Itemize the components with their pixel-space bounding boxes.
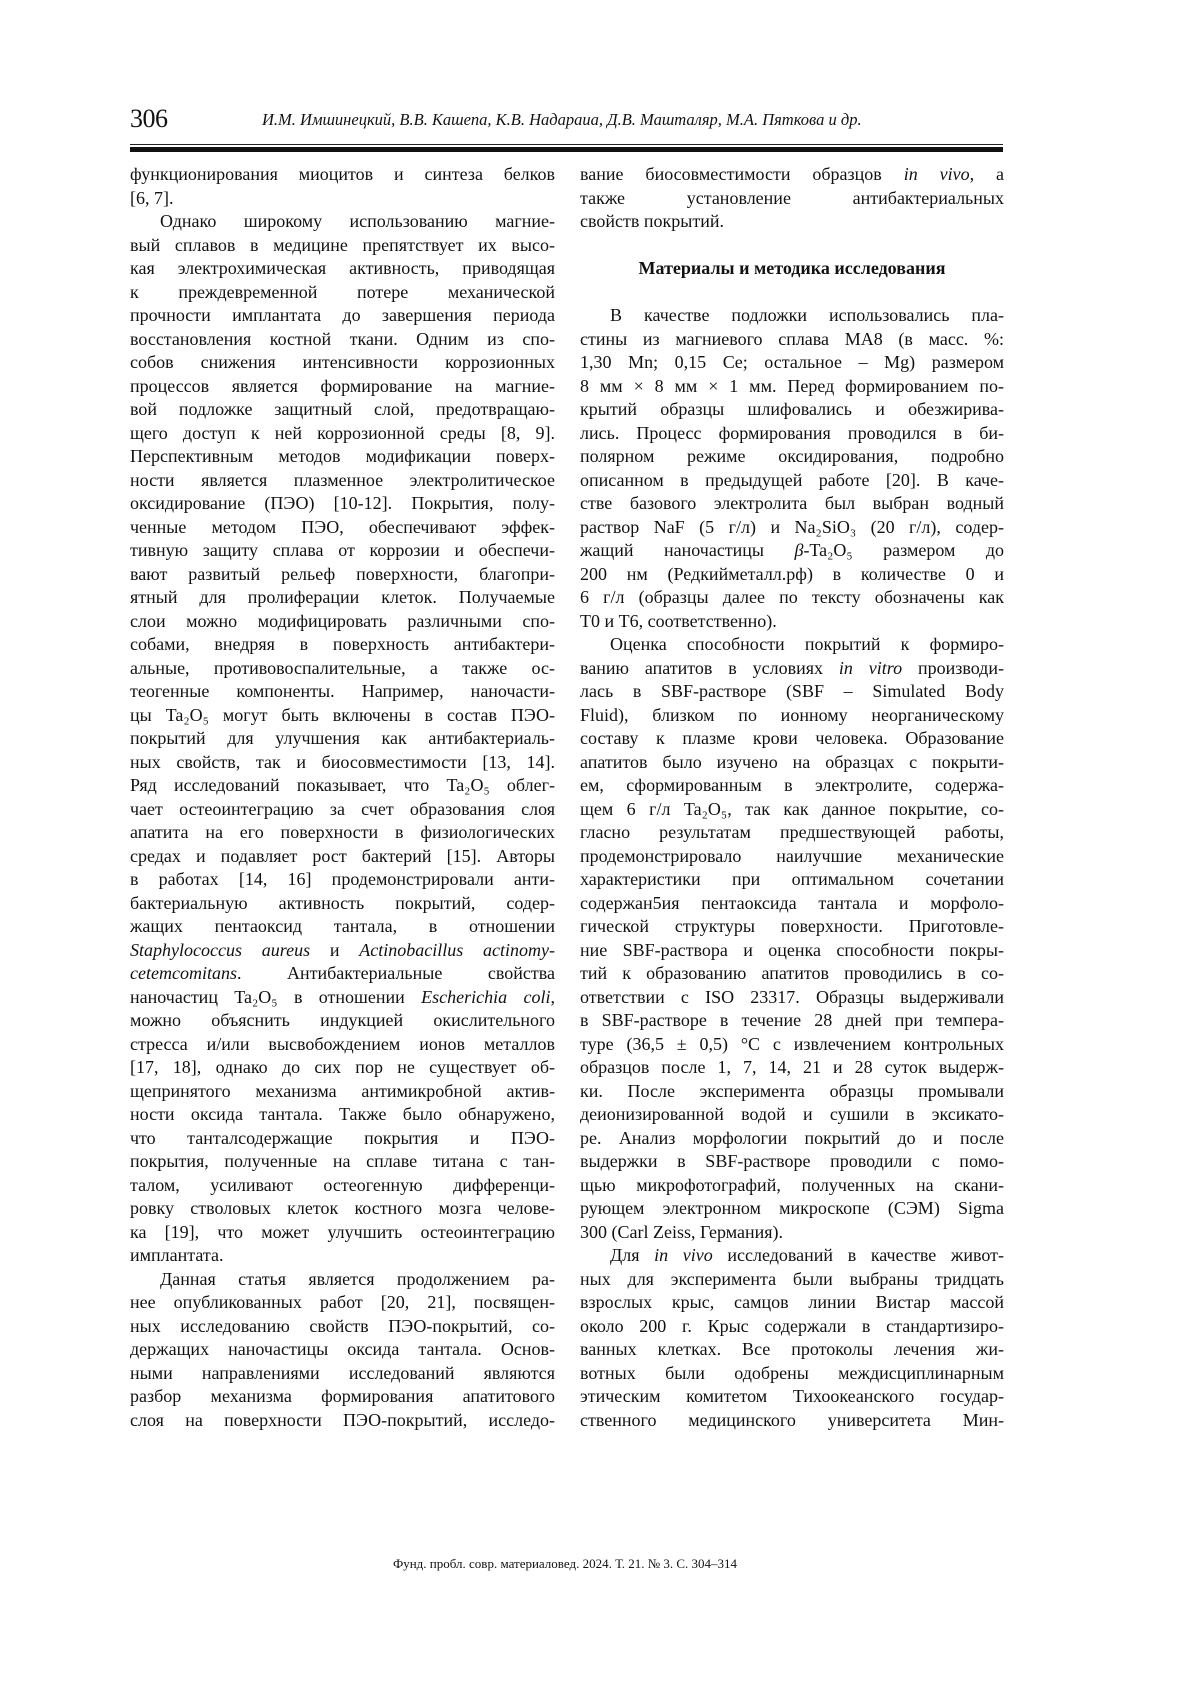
text-line: [580, 821, 1004, 845]
text-segment: щем 6 г/л Ta₂O₅, так как данное покрытие, со-: [580, 799, 1004, 819]
text-line: [130, 1385, 555, 1409]
text-segment: 8 мм × 8 мм × 1 мм. Перед формированием по-: [580, 376, 1004, 396]
text-segment: Ряд исследований показывает, что Ta₂O₅ облег-: [130, 775, 555, 795]
text-line: [130, 774, 555, 798]
text-line: [580, 539, 1004, 563]
text-line: [130, 351, 555, 375]
text-line: [130, 1150, 555, 1174]
text-line: [580, 492, 1004, 516]
text-segment: ности является плазменное электролитическое: [130, 470, 555, 490]
text-segment: ,: [551, 987, 556, 1007]
running-header-authors: И.М. Имшинецкий, В.В. Кашепа, К.В. Надараиа, Д.В. Машталяр, М.А. Пяткова и др.: [262, 110, 862, 130]
footer-citation: Фунд. пробл. совр. материаловед. 2024. Т. 21. № 3. С. 304–314: [393, 1556, 737, 1571]
text-segment: тий к образованию апатитов проводились в со-: [580, 963, 1004, 983]
text-segment: свойств покрытий.: [580, 211, 724, 231]
text-line: [580, 845, 1004, 869]
italic-segment: cetemcomitans: [130, 963, 237, 983]
text-segment: ных для эксперимента были выбраны тридцать: [580, 1269, 1004, 1289]
text-segment: 6 г/л (образцы далее по тексту обозначены как: [580, 587, 1004, 607]
text-segment: стве базового электролита был выбран водный: [580, 493, 1004, 513]
text-line: [580, 1033, 1004, 1057]
text-line: [580, 234, 1004, 258]
text-segment: процессов является формирование на магние-: [130, 376, 555, 396]
text-line: [130, 1033, 555, 1057]
text-line: [580, 516, 1004, 540]
text-segment: . Антибактериальные свойства: [237, 963, 555, 983]
text-segment: содержан5ия пентаоксида тантала и морфоло-: [580, 893, 1004, 913]
text-line: [130, 469, 555, 493]
text-line: [130, 680, 555, 704]
text-segment: можно объяснить индукцией окислительного: [130, 1010, 555, 1030]
text-segment: В качестве подложки использовались пла-: [610, 305, 1004, 325]
text-segment: ных исследованию свойств ПЭО-покрытий, со-: [130, 1316, 555, 1336]
text-segment: альные, противовоспалительные, а также ос-: [130, 658, 555, 678]
text-line: [580, 1150, 1004, 1174]
text-segment: взрослых крыс, самцов линии Вистар массой: [580, 1292, 1004, 1312]
text-segment: покрытия, полученные на сплаве титана с тан-: [130, 1151, 555, 1171]
text-segment: талом, усиливают остеогенную дифференци-: [130, 1175, 555, 1195]
italic-segment: Actinobacillus actinomy-: [359, 940, 555, 960]
text-segment: лась в SBF-растворе (SBF – Simulated Body: [580, 681, 1004, 701]
text-line: [130, 727, 555, 751]
text-line: [130, 1409, 555, 1433]
text-line: [130, 1362, 555, 1386]
text-segment: прочности имплантата до завершения периода: [130, 305, 555, 325]
text-segment: Данная статья является продолжением ра-: [160, 1269, 555, 1289]
text-segment: около 200 г. Крыс содержали в стандартизиро-: [580, 1316, 1004, 1336]
text-line: [580, 1409, 1004, 1433]
text-line: [130, 986, 555, 1010]
text-line: [580, 962, 1004, 986]
text-line: [580, 304, 1004, 328]
text-line: [130, 257, 555, 281]
text-segment: составу к плазме крови человека. Образование: [580, 728, 1004, 748]
text-segment: туре (36,5 ± 0,5) °C с извлечением контрольных: [580, 1034, 1004, 1054]
text-line: [130, 751, 555, 775]
text-segment: собами, внедряя в поверхность антибактери-: [130, 634, 555, 654]
text-segment: 300 (Carl Zeiss, Германия).: [580, 1222, 783, 1242]
right-column: [580, 163, 1004, 1432]
text-segment: гласно результатам предшествующей работы,: [580, 822, 1004, 842]
text-segment: слоя на поверхности ПЭО-покрытий, исследо-: [130, 1410, 555, 1430]
text-line: [580, 610, 1004, 634]
text-line: [130, 1244, 555, 1268]
text-segment: вой подложке защитный слой, предотвращаю-: [130, 399, 555, 419]
italic-segment: in vivo: [654, 1245, 713, 1265]
text-segment: 1,30 Mn; 0,15 Ce; остальное – Mg) размером: [580, 352, 1004, 372]
text-line: [130, 845, 555, 869]
text-segment: описанном в предыдущей работе [20]. В каче-: [580, 470, 1004, 490]
text-segment: щего доступ к ней коррозионной среды [8, 9].: [130, 423, 555, 443]
text-segment: ными направлениями исследований являются: [130, 1363, 555, 1383]
text-segment: разбор механизма формирования апатитового: [130, 1386, 555, 1406]
text-line: [130, 328, 555, 352]
text-line: [580, 633, 1004, 657]
text-line: [130, 1056, 555, 1080]
text-line: [130, 1197, 555, 1221]
text-line: [130, 1103, 555, 1127]
text-line: [130, 821, 555, 845]
text-line: [130, 915, 555, 939]
text-line: [580, 328, 1004, 352]
footer: [0, 1556, 1200, 1572]
text-line: [580, 680, 1004, 704]
text-segment: крытий образцы шлифовались и обезжирива-: [580, 399, 1004, 419]
text-segment: раствор NaF (5 г/л) и Na₂SiO₃ (20 г/л), содер-: [580, 517, 1004, 537]
text-segment: Перспективным методов модификации поверх-: [130, 446, 555, 466]
text-line: [580, 586, 1004, 610]
text-segment: этическим комитетом Тихоокеанского государ-: [580, 1386, 1004, 1406]
text-segment: Материалы и методика исследования: [639, 258, 946, 278]
text-segment: щью микрофотографий, полученных на скани-: [580, 1175, 1004, 1195]
text-segment: деионизированной водой и сушили в эксикато-: [580, 1104, 1004, 1124]
text-line: [580, 1127, 1004, 1151]
text-segment: жащих пентаоксид тантала, в отношении: [130, 916, 555, 936]
text-line: [130, 281, 555, 305]
text-segment: кая электрохимическая активность, приводящая: [130, 258, 555, 278]
header-rule-thin: [130, 144, 1003, 145]
text-line: [130, 1268, 555, 1292]
text-segment: рующем электронном микроскопе (СЭМ) Sigma: [580, 1198, 1004, 1218]
text-segment: стресса и/или высвобождением ионов металлов: [130, 1034, 555, 1054]
left-column: [130, 163, 555, 1432]
text-segment: нее опубликованных работ [20, 21], посвящен-: [130, 1292, 555, 1312]
text-segment: в работах [14, 16] продемонстрировали анти-: [130, 869, 555, 889]
text-line: [580, 1174, 1004, 1198]
text-segment: и: [310, 940, 359, 960]
text-segment: ванию апатитов в условиях: [580, 658, 839, 678]
text-line: [580, 1291, 1004, 1315]
text-line: [130, 586, 555, 610]
text-line: [130, 868, 555, 892]
text-line: [580, 727, 1004, 751]
text-line: [580, 445, 1004, 469]
text-segment: апатитов было изучено на образцах с покрыти-: [580, 752, 1004, 772]
text-line: [130, 234, 555, 258]
text-segment: жащий наночастицы: [580, 540, 794, 560]
text-segment: бактериальную активность покрытий, содер-: [130, 893, 555, 913]
text-line: [580, 1221, 1004, 1245]
text-line: [130, 1009, 555, 1033]
text-segment: ние SBF-раствора и оценка способности покры-: [580, 940, 1004, 960]
text-segment: к преждевременной потере механической: [130, 282, 555, 302]
text-line: [580, 1103, 1004, 1127]
text-segment: Оценка способности покрытий к формиро-: [610, 634, 1004, 654]
text-line: [580, 187, 1004, 211]
text-line: [130, 187, 555, 211]
text-line: [130, 1080, 555, 1104]
text-segment: [17, 18], однако до сих пор не существует об-: [130, 1057, 555, 1077]
text-segment: средах и подавляет рост бактерий [15]. Авторы: [130, 846, 555, 866]
text-line: [130, 422, 555, 446]
text-segment: -Ta₂O₅ размером до: [803, 540, 1004, 560]
text-line: [580, 704, 1004, 728]
text-segment: что танталсодержащие покрытия и ПЭО-: [130, 1128, 555, 1148]
text-line: [130, 798, 555, 822]
text-segment: ка [19], что может улучшить остеоинтеграцию: [130, 1222, 555, 1242]
text-segment: лись. Процесс формирования проводился в би-: [580, 423, 1004, 443]
text-segment: выдержки в SBF-растворе проводили с помо-: [580, 1151, 1004, 1171]
text-line: [580, 1244, 1004, 1268]
text-line: [130, 563, 555, 587]
text-segment: ности оксида тантала. Также было обнаружено,: [130, 1104, 555, 1124]
text-line: [580, 563, 1004, 587]
header-rule-thick: [130, 147, 1003, 152]
text-segment: Для: [610, 1245, 654, 1265]
text-line: [580, 281, 1004, 305]
text-line: [580, 657, 1004, 681]
text-line: [580, 375, 1004, 399]
text-segment: в SBF-растворе в течение 28 дней при темпера-: [580, 1010, 1004, 1030]
text-segment: ре. Анализ морфологии покрытий до и после: [580, 1128, 1004, 1148]
text-line: [580, 751, 1004, 775]
text-line: [580, 1197, 1004, 1221]
text-segment: , а: [970, 164, 1004, 184]
text-line: [130, 657, 555, 681]
text-segment: цы Ta₂O₅ могут быть включены в состав ПЭО-: [130, 705, 555, 725]
text-line: [580, 351, 1004, 375]
text-line: [580, 1009, 1004, 1033]
text-line: [580, 915, 1004, 939]
text-segment: T0 и T6, соответственно).: [580, 611, 777, 631]
text-line: [130, 445, 555, 469]
text-segment: наночастиц Ta₂O₅ в отношении: [130, 987, 421, 1007]
text-line: [130, 539, 555, 563]
text-segment: полярном режиме оксидирования, подробно: [580, 446, 1004, 466]
text-line: [580, 892, 1004, 916]
text-line: [580, 469, 1004, 493]
text-line: [130, 163, 555, 187]
text-segment: продемонстрировало наилучшие механические: [580, 846, 1004, 866]
text-segment: вают развитый рельеф поверхности, благопри-: [130, 564, 555, 584]
text-line: [580, 774, 1004, 798]
text-line: [580, 1268, 1004, 1292]
text-line: [130, 1221, 555, 1245]
text-segment: также установление антибактериальных: [580, 188, 1004, 208]
text-line: [130, 516, 555, 540]
text-line: [130, 1338, 555, 1362]
text-segment: Однако широкому использованию магние-: [160, 211, 555, 231]
italic-segment: in vivo: [904, 164, 970, 184]
text-line: [130, 210, 555, 234]
text-line: [130, 939, 555, 963]
text-segment: тивную защиту сплава от коррозии и обеспечи-: [130, 540, 555, 560]
text-segment: гической структуры поверхности. Приготовле-: [580, 916, 1004, 936]
text-line: [130, 892, 555, 916]
text-line: [580, 798, 1004, 822]
section-heading: [580, 257, 1004, 281]
text-segment: ки. После эксперимента образцы промывали: [580, 1081, 1004, 1101]
italic-segment: β: [794, 540, 803, 560]
text-line: [130, 610, 555, 634]
text-segment: ем, сформированным в электролите, содержа-: [580, 775, 1004, 795]
text-line: [130, 398, 555, 422]
text-segment: 200 нм (Редкийметалл.рф) в количестве 0 и: [580, 564, 1004, 584]
text-line: [580, 1385, 1004, 1409]
text-segment: вание биосовместимости образцов: [580, 164, 904, 184]
text-line: [580, 210, 1004, 234]
text-line: [580, 1338, 1004, 1362]
text-segment: щепринятого механизма антимикробной актив-: [130, 1081, 555, 1101]
text-segment: ных свойств, так и биосовместимости [13, 14].: [130, 752, 555, 772]
text-line: [580, 1315, 1004, 1339]
text-segment: ятный для пролиферации клеток. Получаемые: [130, 587, 555, 607]
text-segment: теогенные компоненты. Например, наночасти-: [130, 681, 555, 701]
text-line: [130, 1127, 555, 1151]
text-segment: стины из магниевого сплава МА8 (в масс. %:: [580, 329, 1004, 349]
italic-segment: in vitro: [839, 658, 902, 678]
text-segment: оксидирование (ПЭО) [10-12]. Покрытия, полу-: [130, 493, 555, 513]
text-segment: покрытий для улучшения как антибактериаль-: [130, 728, 555, 748]
text-segment: образцов после 1, 7, 14, 21 и 28 суток выдерж-: [580, 1057, 1004, 1077]
text-segment: исследований в качестве живот-: [713, 1245, 1004, 1265]
text-segment: собов снижения интенсивности коррозионных: [130, 352, 555, 372]
text-line: [130, 492, 555, 516]
text-segment: чает остеоинтеграцию за счет образования слоя: [130, 799, 555, 819]
text-segment: ванных клетках. Все протоколы лечения жи-: [580, 1339, 1004, 1359]
text-segment: ровку стволовых клеток костного мозга челове-: [130, 1198, 555, 1218]
text-segment: апатита на его поверхности в физиологических: [130, 822, 555, 842]
text-line: [580, 163, 1004, 187]
text-segment: вый сплавов в медицине препятствует их высо-: [130, 235, 555, 255]
text-line: [580, 1056, 1004, 1080]
text-line: [580, 1080, 1004, 1104]
text-line: [580, 939, 1004, 963]
text-segment: производи-: [902, 658, 1004, 678]
text-line: [130, 704, 555, 728]
text-segment: вотных были одобрены междисциплинарным: [580, 1363, 1004, 1383]
text-segment: характеристики при оптимальном сочетании: [580, 869, 1004, 889]
text-line: [130, 1291, 555, 1315]
text-line: [580, 422, 1004, 446]
text-line: [130, 962, 555, 986]
text-line: [130, 375, 555, 399]
text-line: [580, 868, 1004, 892]
text-segment: функционирования миоцитов и синтеза белков: [130, 164, 555, 184]
text-line: [130, 633, 555, 657]
text-line: [130, 1174, 555, 1198]
text-segment: ственного медицинского университета Мин-: [580, 1410, 1004, 1430]
text-segment: Fluid), близком по ионному неорганическому: [580, 705, 1004, 725]
text-line: [130, 304, 555, 328]
italic-segment: Staphylococcus aureus: [130, 940, 310, 960]
text-segment: держащих наночастицы оксида тантала. Основ-: [130, 1339, 555, 1359]
text-segment: восстановления костной ткани. Одним из спо-: [130, 329, 555, 349]
text-segment: имплантата.: [130, 1245, 223, 1265]
text-line: [130, 1315, 555, 1339]
text-segment: [6, 7].: [130, 188, 174, 208]
italic-segment: Escherichia coli: [421, 987, 550, 1007]
text-segment: ответствии с ISO 23317. Образцы выдерживали: [580, 987, 1004, 1007]
text-line: [580, 1362, 1004, 1386]
page-number: 306: [130, 104, 168, 134]
text-segment: ченные методом ПЭО, обеспечивают эффек-: [130, 517, 555, 537]
text-line: [580, 986, 1004, 1010]
text-line: [580, 398, 1004, 422]
text-segment: слои можно модифицировать различными спо-: [130, 611, 555, 631]
